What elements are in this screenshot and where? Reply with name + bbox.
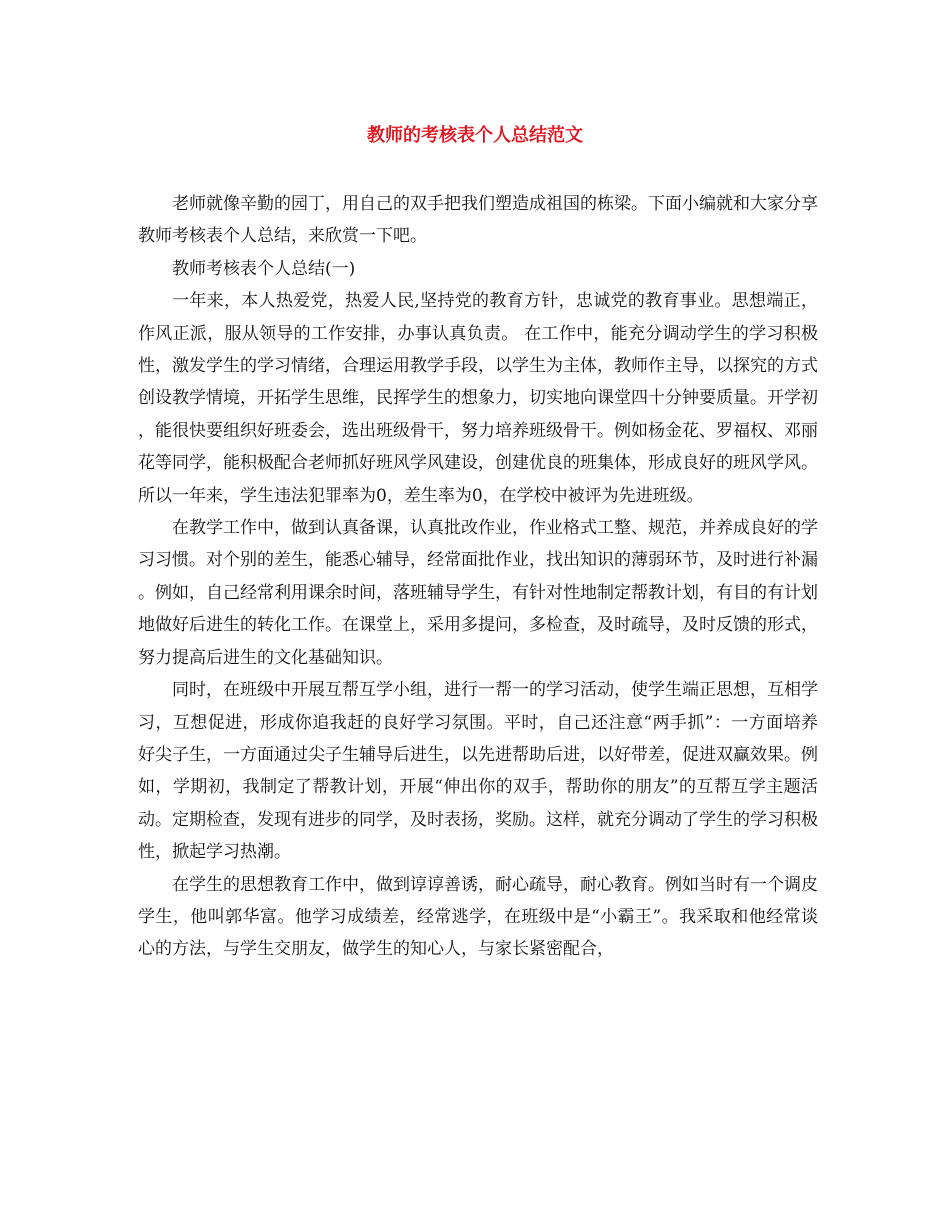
body-paragraph-4: 在学生的思想教育工作中，做到谆谆善诱，耐心疏导，耐心教育。例如当时有一个调皮学生，他叫郭华富。他学习成绩差，经常逃学，在班级中是“小霸王”。我采取和他经常谈心的方法，与学生交朋友，做学生的知心人，与家长紧密配合， bbox=[138, 874, 818, 960]
body-paragraph-1: 一年来，本人热爱党，热爱人民,坚持党的教育方针，忠诚党的教育事业。思想端正，作风正派，服从领导的工作安排，办事认真负责。 在工作中，能充分调动学生的学习积极性，激发学生的学习情绪，合理运用教学手段，以学生为主体，教师作主导，以探究的方式创设教学情境，开拓学生思维，民挥学生的想象力，切实地向课堂四十分钟要质量。开学初，能很快要组织好班委会，选出班级骨干，努力培养班级骨干。例如杨金花、罗福权、邓丽花等同学，能积极配合老师抓好班风学风建设，创建优良的班集体，形成良好的班风学风。所以一年来，学生违法犯罪率为0，差生率为0，在学校中被评为先进班级。 bbox=[138, 291, 818, 506]
document-title: 教师的考核表个人总结范文 bbox=[367, 125, 583, 146]
body-paragraph-3: 同时，在班级中开展互帮互学小组，进行一帮一的学习活动，使学生端正思想，互相学习，互想促进，形成你追我赶的良好学习氛围。平时，自己还注意“两手抓”：一方面培养好尖子生，一方面通过尖子生辅导后进生，以先进帮助后进，以好带差，促进双赢效果。例如，学期初，我制定了帮教计划，开展“伸出你的双手，帮助你的朋友”的互帮互学主题活动。定期检查，发现有进步的同学，及时表扬，奖励。这样，就充分调动了学生的学习积极性，掀起学习热潮。 bbox=[138, 680, 818, 863]
document-body bbox=[138, 188, 818, 966]
intro-paragraph: 老师就像辛勤的园丁，用自己的双手把我们塑造成祖国的栋梁。下面小编就和大家分享教师考核表个人总结，来欣赏一下吧。 bbox=[138, 194, 818, 247]
body-paragraph-2: 在教学工作中，做到认真备课，认真批改作业，作业格式工整、规范，并养成良好的学习习惯。对个别的差生，能悉心辅导，经常面批作业，找出知识的薄弱环节，及时进行补漏。例如，自己经常利用课余时间，落班辅导学生，有针对性地制定帮教计划，有目的有计划地做好后进生的转化工作。在课堂上，采用多提问，多检查，及时疏导，及时反馈的形式，努力提高后进生的文化基础知识。 bbox=[138, 518, 818, 668]
section-heading: 教师考核表个人总结(一) bbox=[172, 258, 356, 279]
